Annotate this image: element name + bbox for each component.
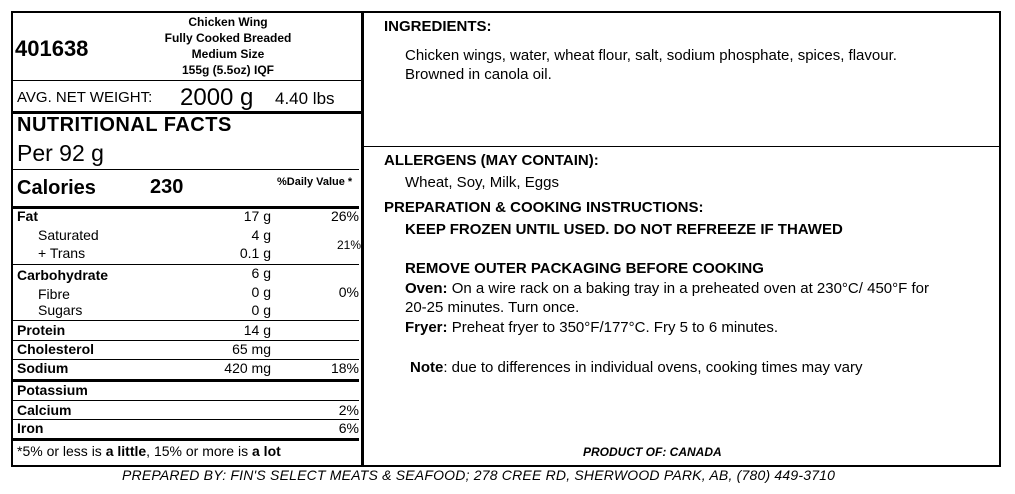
nutrient-label: + Trans bbox=[38, 245, 86, 261]
nutrient-label: Fibre bbox=[38, 286, 70, 302]
footnote-emphasis: a lot bbox=[252, 443, 281, 459]
footnote-emphasis: a little bbox=[105, 443, 147, 459]
footnote-text: , 15% or more is bbox=[146, 443, 252, 459]
calories-label: Calories bbox=[17, 177, 96, 199]
nutrient-amount: 6 g bbox=[251, 265, 271, 281]
dv-footnote bbox=[17, 443, 281, 459]
oven-instruction bbox=[405, 280, 929, 297]
footnote-text: *5% or less is bbox=[17, 443, 106, 459]
weight-label: AVG. NET WEIGHT: bbox=[17, 89, 153, 106]
nutrient-label: Cholesterol bbox=[17, 341, 95, 357]
ingredients-line: Browned in canola oil. bbox=[405, 66, 552, 83]
divider bbox=[13, 264, 359, 265]
weight-imperial: 4.40 lbs bbox=[275, 89, 335, 108]
oven-label: Oven: bbox=[405, 280, 448, 297]
fryer-label: Fryer: bbox=[405, 319, 448, 336]
divider bbox=[13, 169, 359, 170]
nutrient-dv: 2% bbox=[338, 402, 359, 418]
keep-frozen-instruction: KEEP FROZEN UNTIL USED. DO NOT REFREEZE IF THAWED bbox=[405, 221, 843, 238]
preparation-heading: PREPARATION & COOKING INSTRUCTIONS: bbox=[384, 199, 704, 216]
nutrient-amount: 14 g bbox=[243, 322, 271, 338]
oven-instruction-cont: 20-25 minutes. Turn once. bbox=[405, 299, 580, 316]
nutrient-dv: 26% bbox=[330, 208, 359, 224]
fryer-instruction bbox=[405, 319, 778, 336]
nutrient-label: Fat bbox=[17, 208, 38, 224]
nutrient-amount: 4 g bbox=[251, 227, 271, 243]
allergens-heading: ALLERGENS (MAY CONTAIN): bbox=[384, 152, 599, 169]
note-text: : due to differences in individual ovens, cooking times may vary bbox=[443, 359, 863, 376]
nutrient-dv: 6% bbox=[338, 420, 359, 436]
desc-line: Medium Size bbox=[191, 47, 265, 61]
nutrient-dv: 18% bbox=[330, 360, 359, 376]
note bbox=[410, 359, 862, 376]
satfat-trans-dv: 21% bbox=[336, 238, 361, 252]
divider bbox=[13, 80, 361, 81]
fryer-text: Preheat fryer to 350°F/177°C. Fry 5 to 6 minutes. bbox=[451, 319, 779, 336]
divider bbox=[13, 400, 359, 401]
serving-size: Per 92 g bbox=[17, 140, 104, 166]
prepared-by: PREPARED BY: FIN'S SELECT MEATS & SEAFOOD; 278 CREE RD, SHERWOOD PARK, AB, (780) 449-3710 bbox=[122, 467, 836, 483]
nutrient-amount: 0 g bbox=[251, 302, 271, 318]
panel-divider bbox=[361, 11, 364, 467]
remove-packaging-instruction: REMOVE OUTER PACKAGING BEFORE COOKING bbox=[405, 260, 764, 277]
desc-line: Chicken Wing bbox=[188, 15, 268, 29]
nutrient-amount: 17 g bbox=[243, 208, 271, 224]
desc-line: Fully Cooked Breaded bbox=[164, 31, 292, 45]
divider bbox=[13, 419, 359, 420]
daily-value-header: %Daily Value * bbox=[277, 176, 353, 188]
product-description bbox=[128, 14, 328, 78]
nutrient-amount: 420 mg bbox=[224, 360, 271, 376]
nutrition-title: NUTRITIONAL FACTS bbox=[17, 114, 232, 136]
nutrient-label: Saturated bbox=[38, 227, 99, 243]
nutrient-label: Carbohydrate bbox=[17, 267, 109, 283]
weight-metric: 2000 g bbox=[180, 84, 254, 111]
nutrient-label: Sugars bbox=[38, 302, 83, 318]
nutrient-dv: 0% bbox=[338, 284, 359, 300]
oven-text: On a wire rack on a baking tray in a preheated oven at 230°C/ 450°F for bbox=[451, 280, 929, 297]
nutrient-label: Iron bbox=[17, 420, 44, 436]
nutrient-label: Potassium bbox=[17, 382, 88, 398]
nutrient-amount: 65 mg bbox=[232, 341, 271, 357]
product-origin: PRODUCT OF: CANADA bbox=[583, 445, 722, 459]
note-label: Note bbox=[410, 359, 444, 376]
nutrient-label: Protein bbox=[17, 322, 66, 338]
nutrient-label: Sodium bbox=[17, 360, 69, 376]
nutrient-amount: 0 g bbox=[251, 284, 271, 300]
desc-line: 155g (5.5oz) IQF bbox=[181, 63, 275, 77]
divider bbox=[13, 206, 359, 209]
ingredients-line: Chicken wings, water, wheat flour, salt, sodium phosphate, spices, flavour. bbox=[405, 47, 897, 64]
nutrient-label: Calcium bbox=[17, 402, 72, 418]
product-code: 401638 bbox=[15, 36, 89, 61]
calories-value: 230 bbox=[150, 176, 184, 198]
divider bbox=[13, 438, 359, 441]
allergens-text: Wheat, Soy, Milk, Eggs bbox=[405, 174, 559, 191]
nutrient-amount: 0.1 g bbox=[239, 245, 271, 261]
ingredients-heading: INGREDIENTS: bbox=[384, 18, 492, 35]
ingredients-divider bbox=[363, 146, 1001, 147]
divider bbox=[13, 320, 359, 321]
